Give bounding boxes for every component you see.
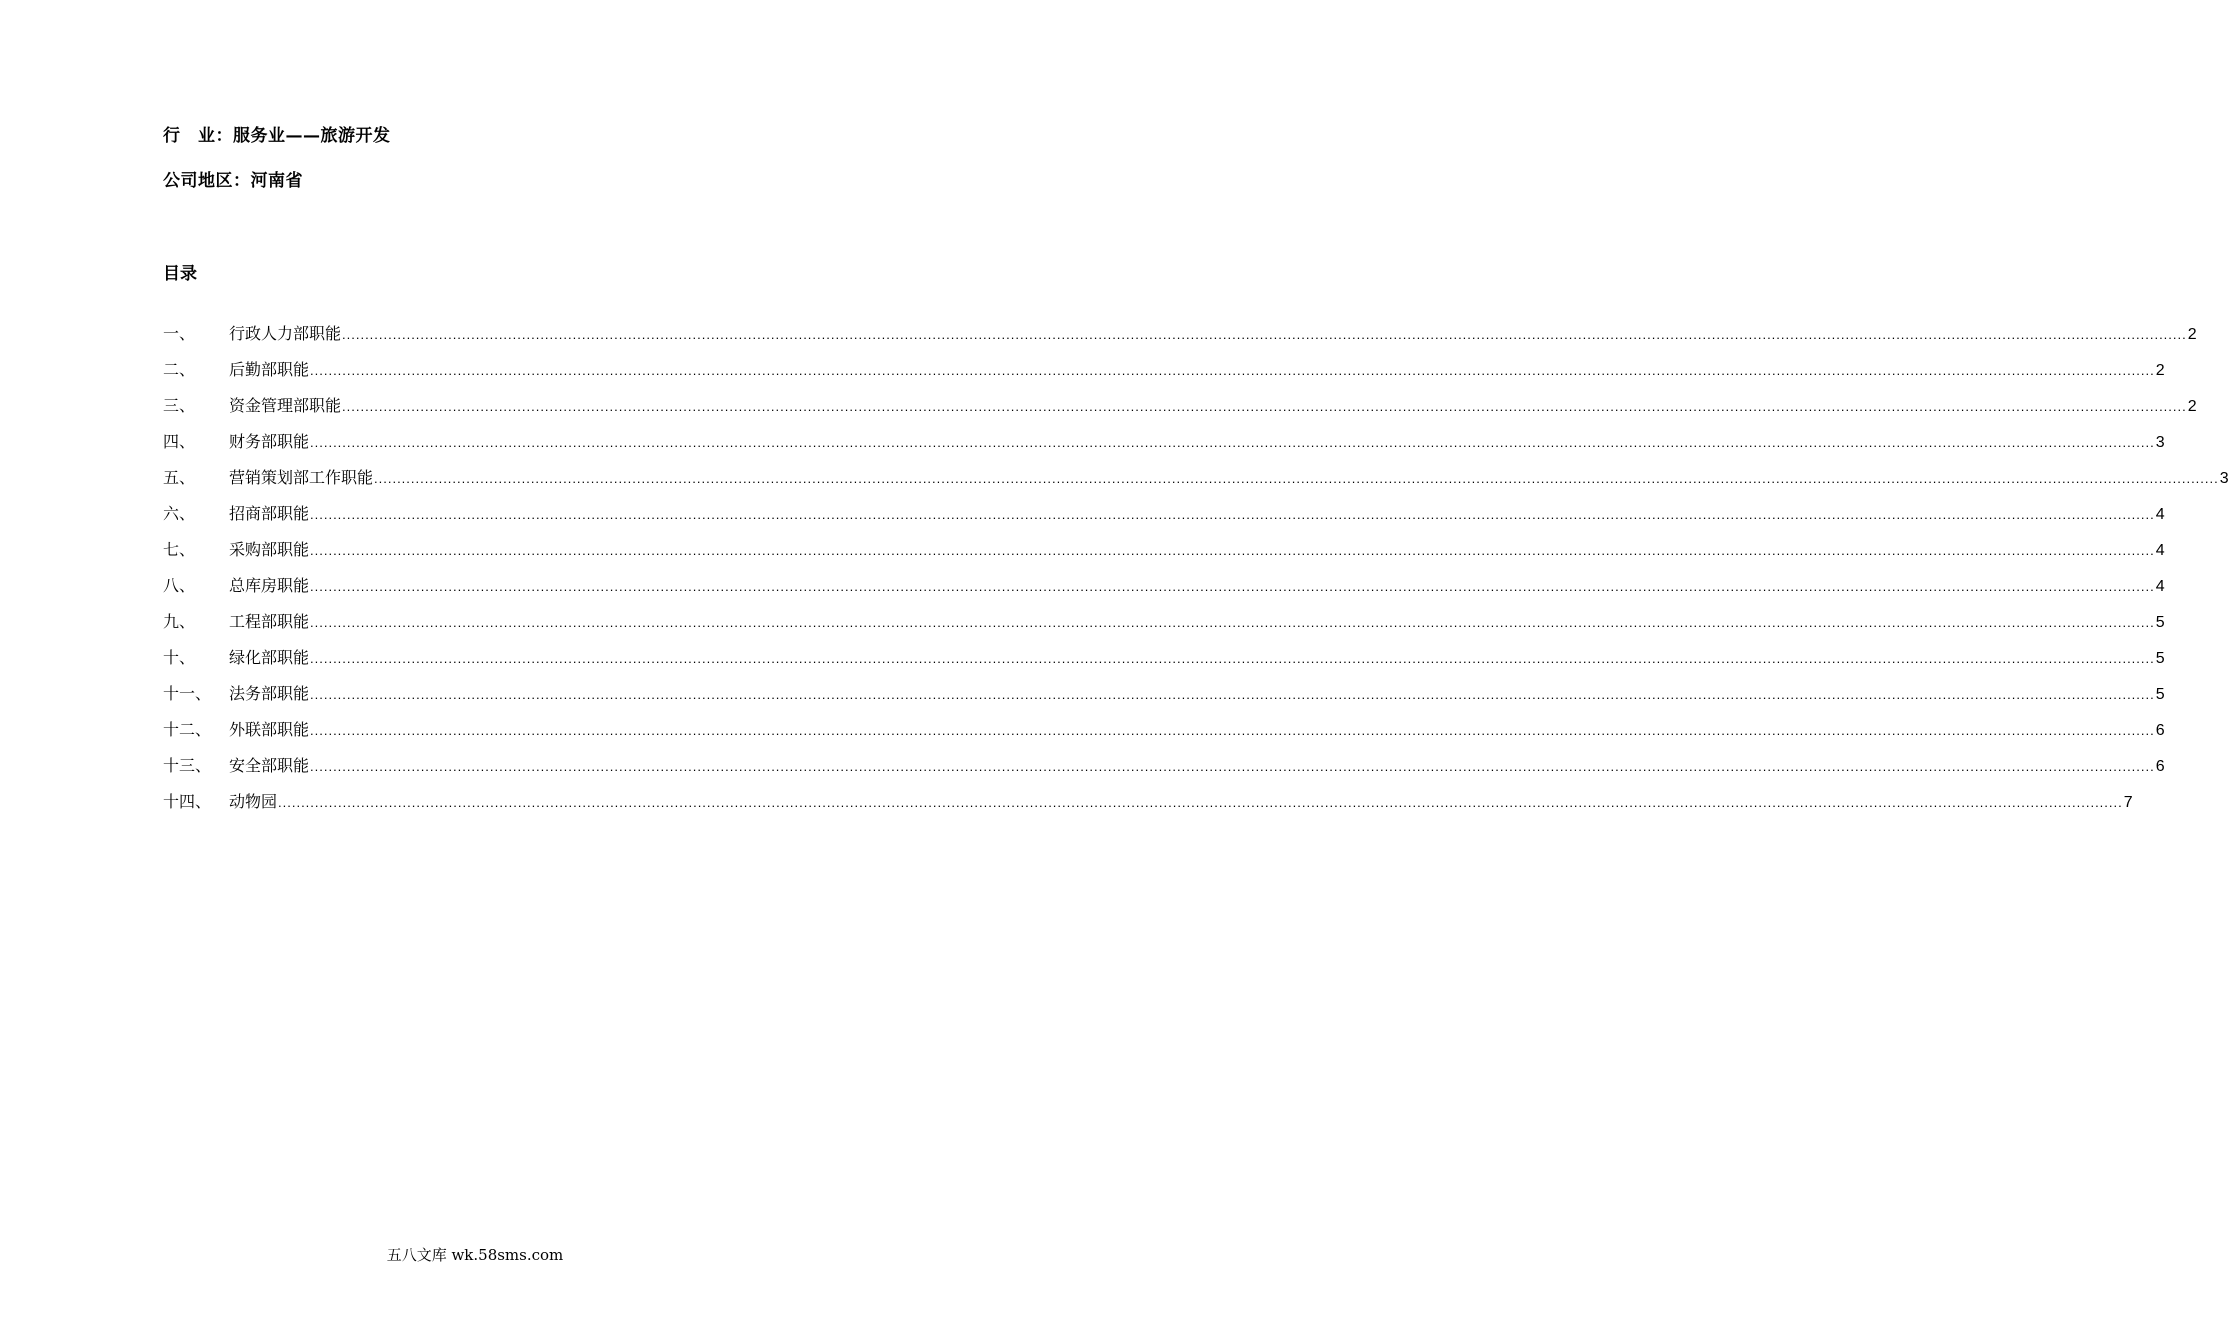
toc-entry-number: 八、	[163, 576, 196, 595]
toc-dot-leader: ................................................................................................................................................................................................................................................................................................................................................................................................................	[310, 723, 2155, 738]
toc-entry[interactable]	[163, 538, 2165, 574]
region-value: 河南省	[250, 171, 303, 191]
toc-dot-leader: ................................................................................................................................................................................................................................................................................................................................................................................................................	[342, 399, 2187, 414]
toc-entry-page-number: 4	[2155, 578, 2165, 595]
toc-heading: 目录	[163, 264, 197, 284]
toc-entry-page-number: 3	[2219, 470, 2229, 487]
toc-entry-title: 绿化部职能	[229, 648, 310, 667]
toc-entry-page-number: 7	[2123, 794, 2133, 811]
toc-entry[interactable]	[163, 754, 2165, 790]
toc-entry-number: 四、	[163, 432, 196, 451]
toc-entry-title: 安全部职能	[229, 756, 310, 775]
toc-entry-number: 六、	[163, 504, 196, 523]
toc-dot-leader: ................................................................................................................................................................................................................................................................................................................................................................................................................	[342, 327, 2187, 342]
toc-entry[interactable]	[163, 574, 2165, 610]
toc-entry-number: 五、	[163, 468, 196, 487]
toc-entry-page-number: 2	[2187, 398, 2197, 415]
toc-entry-number: 三、	[163, 396, 196, 415]
toc-entry[interactable]	[163, 466, 2229, 502]
toc-entry[interactable]	[163, 322, 2197, 358]
toc-entry-title: 工程部职能	[229, 612, 310, 631]
toc-entry-page-number: 6	[2155, 758, 2165, 775]
toc-dot-leader: ................................................................................................................................................................................................................................................................................................................................................................................................................	[310, 651, 2155, 666]
toc-entry-page-number: 2	[2155, 362, 2165, 379]
toc-dot-leader: ................................................................................................................................................................................................................................................................................................................................................................................................................	[310, 435, 2155, 450]
toc-entry-number: 十、	[163, 648, 196, 667]
region-line	[163, 170, 303, 192]
toc-entry-number: 九、	[163, 612, 196, 631]
toc-dot-leader: ................................................................................................................................................................................................................................................................................................................................................................................................................	[310, 687, 2155, 702]
toc-dot-leader: ................................................................................................................................................................................................................................................................................................................................................................................................................	[310, 363, 2155, 378]
toc-dot-leader: ................................................................................................................................................................................................................................................................................................................................................................................................................	[310, 759, 2155, 774]
toc-entry-number: 二、	[163, 360, 196, 379]
toc-dot-leader: ................................................................................................................................................................................................................................................................................................................................................................................................................	[310, 507, 2155, 522]
toc-entry[interactable]	[163, 682, 2165, 718]
toc-entry-title: 后勤部职能	[229, 360, 310, 379]
toc-entry-title: 招商部职能	[229, 504, 310, 523]
toc-entry-page-number: 2	[2187, 326, 2197, 343]
toc-entry-title: 行政人力部职能	[229, 324, 342, 343]
toc-dot-leader: ................................................................................................................................................................................................................................................................................................................................................................................................................	[374, 471, 2219, 486]
industry-value: 服务业——旅游开发	[233, 126, 391, 146]
toc-entry-page-number: 3	[2155, 434, 2165, 451]
toc-entry[interactable]	[163, 502, 2165, 538]
industry-label: 行 业：	[163, 126, 233, 146]
toc-entry-title: 采购部职能	[229, 540, 310, 559]
toc-entry-title: 外联部职能	[229, 720, 310, 739]
toc-entry-number: 十三、	[163, 756, 212, 775]
toc-entry-page-number: 5	[2155, 614, 2165, 631]
toc-entry[interactable]	[163, 610, 2165, 646]
toc-entry-page-number: 4	[2155, 542, 2165, 559]
toc-entry-page-number: 5	[2155, 650, 2165, 667]
toc-entry[interactable]	[163, 790, 2133, 826]
toc-entry-title: 营销策划部工作职能	[229, 468, 374, 487]
toc-entry[interactable]	[163, 430, 2165, 466]
toc-entry-number: 一、	[163, 324, 196, 343]
toc-entry-title: 资金管理部职能	[229, 396, 342, 415]
region-label: 公司地区：	[163, 171, 251, 191]
toc-entry-title: 法务部职能	[229, 684, 310, 703]
toc-entry-number: 十一、	[163, 684, 212, 703]
page-footer: 五八文库 wk.58sms.com	[386, 1246, 564, 1264]
toc-dot-leader: ................................................................................................................................................................................................................................................................................................................................................................................................................	[310, 543, 2155, 558]
toc-entry[interactable]	[163, 358, 2165, 394]
toc-entry[interactable]	[163, 394, 2197, 430]
toc-dot-leader: ................................................................................................................................................................................................................................................................................................................................................................................................................	[278, 795, 2123, 810]
toc-entry[interactable]	[163, 646, 2165, 682]
toc-entry-title: 财务部职能	[229, 432, 310, 451]
toc-dot-leader: ................................................................................................................................................................................................................................................................................................................................................................................................................	[310, 579, 2155, 594]
toc-entry-number: 七、	[163, 540, 196, 559]
toc-entry-number: 十四、	[163, 792, 212, 811]
toc-entry-page-number: 4	[2155, 506, 2165, 523]
toc-entry-title: 总库房职能	[229, 576, 310, 595]
industry-line	[163, 125, 391, 147]
toc-entry-title: 动物园	[229, 792, 278, 811]
table-of-contents	[163, 322, 2229, 826]
toc-entry-number: 十二、	[163, 720, 212, 739]
toc-entry[interactable]	[163, 718, 2165, 754]
toc-entry-page-number: 5	[2155, 686, 2165, 703]
toc-entry-page-number: 6	[2155, 722, 2165, 739]
toc-dot-leader: ................................................................................................................................................................................................................................................................................................................................................................................................................	[310, 615, 2155, 630]
